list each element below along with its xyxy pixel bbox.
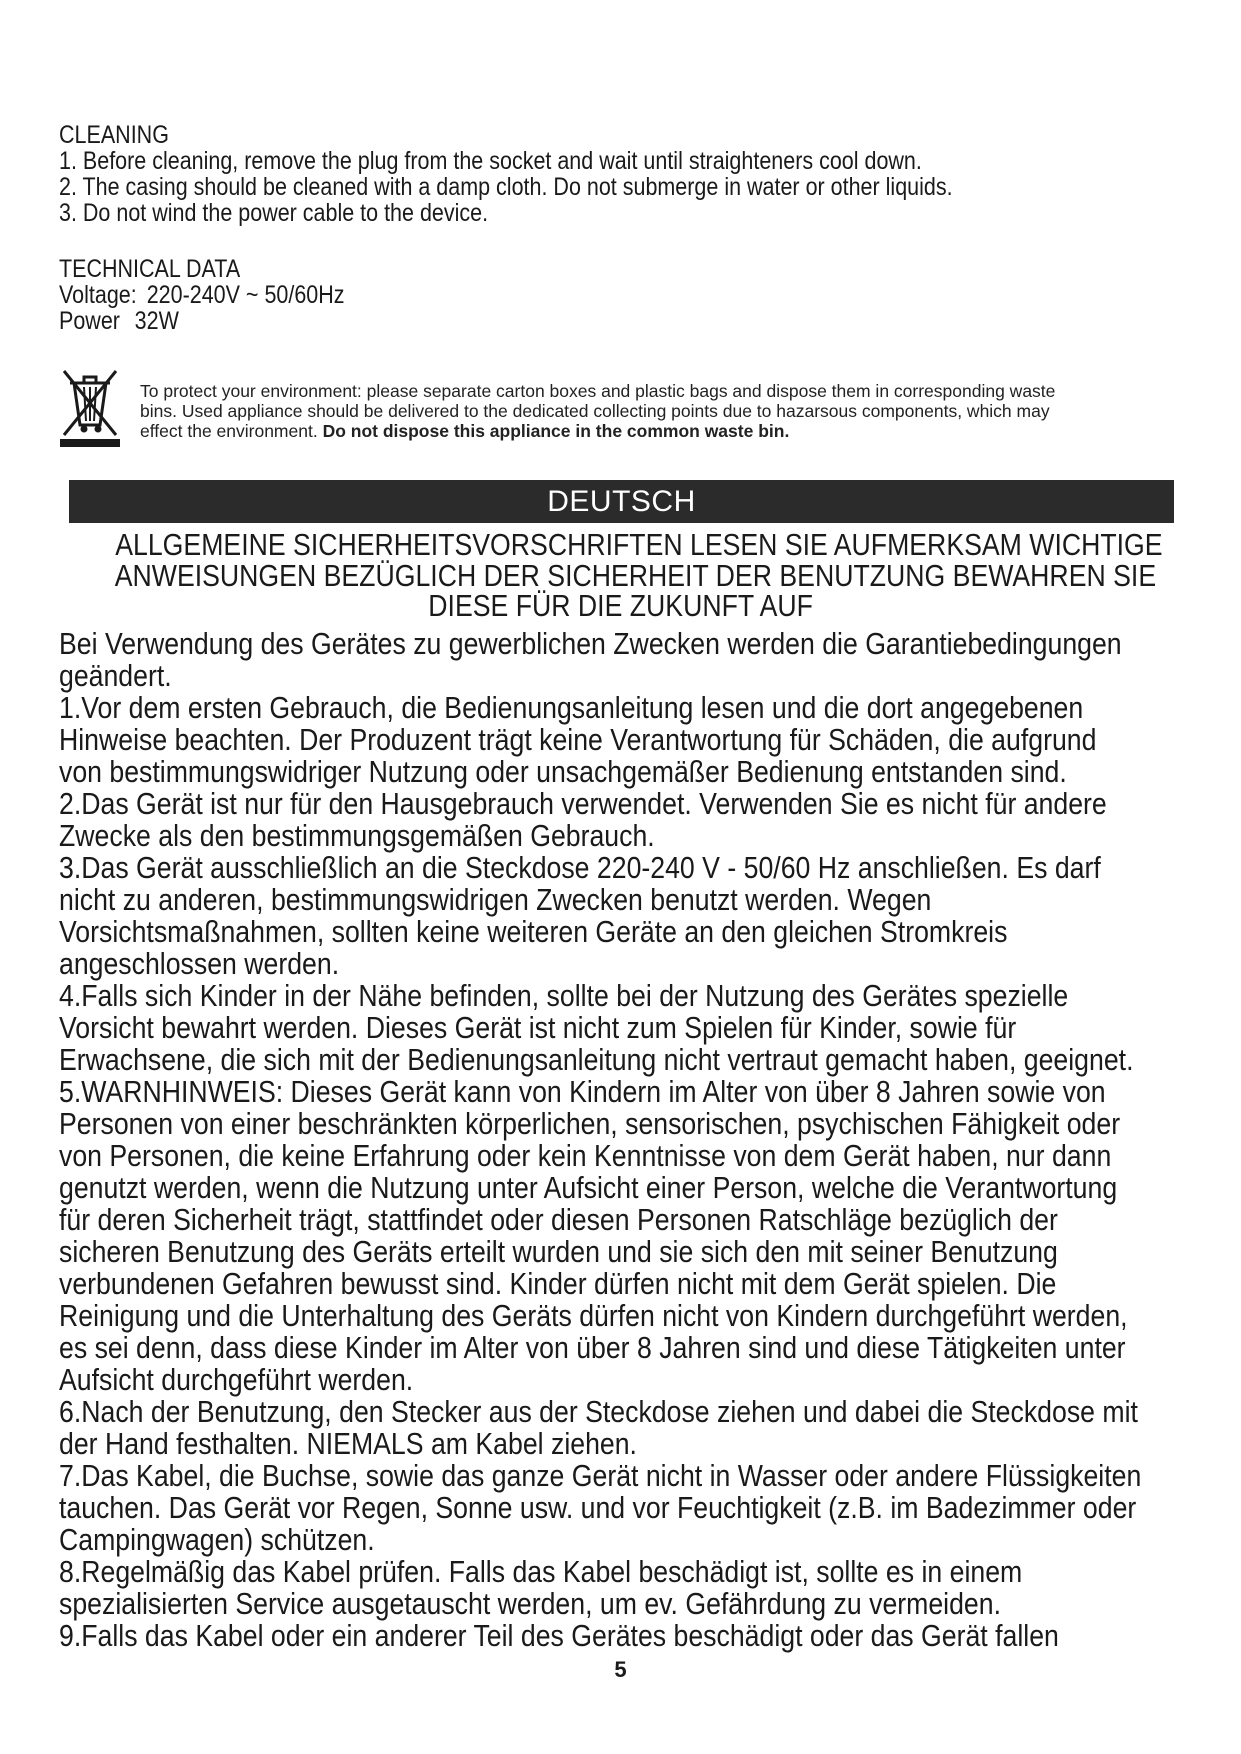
environment-line-text: effect the environment. [140, 421, 318, 441]
heading-line: DIESE FÜR DIE ZUKUNFT AUF [428, 588, 813, 623]
body-line: tauchen. Das Gerät vor Regen, Sonne usw. und vor Feuchtigkeit (z.B. im Badezimmer oder [59, 1490, 1137, 1525]
cleaning-section [59, 122, 953, 226]
body-line: es sei denn, dass diese Kinder im Alter von über 8 Jahren sind und diese Tätigkeiten unter [59, 1330, 1126, 1365]
cleaning-item: 2. The casing should be cleaned with a damp cloth. Do not submerge in water or other liquids. [59, 173, 953, 201]
body-line: von bestimmungswidriger Nutzung oder unsachgemäßer Bedienung entstanden sind. [59, 754, 1067, 789]
voltage-row [59, 282, 345, 308]
body-line: 6.Nach der Benutzung, den Stecker aus der Steckdose ziehen und dabei die Steckdose mit [59, 1394, 1138, 1429]
technical-title: TECHNICAL DATA [59, 255, 241, 283]
body-line: von Personen, die keine Erfahrung oder kein Kenntnisse von dem Gerät haben, nur dann [59, 1138, 1112, 1173]
body-line: 1.Vor dem ersten Gebrauch, die Bedienungsanleitung lesen und die dort angegebenen [59, 690, 1084, 725]
body-line: Personen von einer beschränkten körperlichen, sensorischen, psychischen Fähigkeit oder [59, 1106, 1121, 1141]
environment-warning-bold: Do not dispose this appliance in the common waste bin. [322, 421, 790, 441]
technical-data-section [59, 256, 345, 334]
body-line: 5.WARNHINWEIS: Dieses Gerät kann von Kindern im Alter von über 8 Jahren sowie von [59, 1074, 1106, 1109]
body-line: Erwachsene, die sich mit der Bedienungsanleitung nicht vertraut gemacht haben, geeignet. [59, 1042, 1134, 1077]
environment-line: To protect your environment: please separate carton boxes and plastic bags and dispose them in corresponding waste [140, 381, 1056, 401]
voltage-value: 220-240V ~ 50/60Hz [146, 281, 345, 309]
body-line: nicht zu anderen, bestimmungswidrigen Zwecken benutzt werden. Wegen [59, 882, 932, 917]
environment-line: bins. Used appliance should be delivered to the dedicated collecting points due to hazarsous components, which may [140, 401, 1050, 421]
page-number: 5 [614, 1657, 627, 1682]
body-line: angeschlossen werden. [59, 946, 340, 981]
body-line: Zwecke als den bestimmungsgemäßen Gebrauch. [59, 818, 655, 853]
body-line: genutzt werden, wenn die Nutzung unter Aufsicht einer Person, welche die Verantwortung [59, 1170, 1118, 1205]
language-banner [69, 480, 1174, 523]
body-line: Aufsicht durchgeführt werden. [59, 1362, 414, 1397]
german-safety-heading [30, 527, 1211, 623]
body-line: Bei Verwendung des Gerätes zu gewerblichen Zwecken werden die Garantiebedingungen [59, 626, 1122, 661]
environment-line [140, 421, 1055, 441]
body-line: für deren Sicherheit trägt, stattfindet oder diesen Personen Ratschläge bezüglich der [59, 1202, 1058, 1237]
heading-line: ALLGEMEINE SICHERHEITSVORSCHRIFTEN LESEN SIE AUFMERKSAM WICHTIGE [115, 527, 1163, 562]
environment-notice [140, 381, 1055, 441]
body-line: 4.Falls sich Kinder in der Nähe befinden, sollte bei der Nutzung des Gerätes spezielle [59, 978, 1069, 1013]
german-body-text [59, 628, 1241, 1652]
body-line: 7.Das Kabel, die Buchse, sowie das ganze Gerät nicht in Wasser oder andere Flüssigkeiten [59, 1458, 1142, 1493]
body-line: 9.Falls das Kabel oder ein anderer Teil des Gerätes beschädigt oder das Gerät fallen [59, 1618, 1059, 1653]
body-line: geändert. [59, 658, 172, 693]
cleaning-title: CLEANING [59, 121, 169, 149]
power-value: 32W [134, 307, 179, 335]
voltage-label: Voltage: [59, 281, 137, 309]
body-line: Vorsichtsmaßnahmen, sollten keine weiteren Geräte an den gleichen Stromkreis [59, 914, 1008, 949]
body-line: 3.Das Gerät ausschließlich an die Steckdose 220-240 V - 50/60 Hz anschließen. Es darf [59, 850, 1101, 885]
cleaning-item: 1. Before cleaning, remove the plug from the socket and wait until straighteners cool down. [59, 147, 922, 175]
body-line: Vorsicht bewahrt werden. Dieses Gerät ist nicht zum Spielen für Kinder, sowie für [59, 1010, 1017, 1045]
body-line: sicheren Benutzung des Geräts erteilt wurden und sie sich den mit seiner Benutzung [59, 1234, 1058, 1269]
body-line: der Hand festhalten. NIEMALS am Kabel ziehen. [59, 1426, 637, 1461]
heading-line: ANWEISUNGEN BEZÜGLICH DER SICHERHEIT DER BENUTZUNG BEWAHREN SIE [114, 557, 1157, 593]
body-line: Campingwagen) schützen. [59, 1522, 375, 1557]
power-label: Power [59, 307, 120, 335]
body-line: verbundenen Gefahren bewusst sind. Kinder dürfen nicht mit dem Gerät spielen. Die [59, 1266, 1057, 1301]
body-line: spezialisierten Service ausgetauscht werden, um ev. Gefährdung zu vermeiden. [59, 1586, 1001, 1621]
body-line: 8.Regelmäßig das Kabel prüfen. Falls das Kabel beschädigt ist, sollte es in einem [59, 1554, 1023, 1589]
language-banner-label: DEUTSCH [547, 485, 696, 518]
cleaning-item: 3. Do not wind the power cable to the device. [59, 199, 489, 227]
power-row [59, 308, 345, 334]
body-line: Reinigung und die Unterhaltung des Geräts dürfen nicht von Kindern durchgeführt werden, [59, 1298, 1128, 1333]
body-line: Hinweise beachten. Der Produzent trägt keine Verantwortung für Schäden, die aufgrund [59, 722, 1097, 757]
weee-crossed-bin-icon [60, 365, 120, 447]
body-line: 2.Das Gerät ist nur für den Hausgebrauch verwendet. Verwenden Sie es nicht für andere [59, 786, 1107, 821]
